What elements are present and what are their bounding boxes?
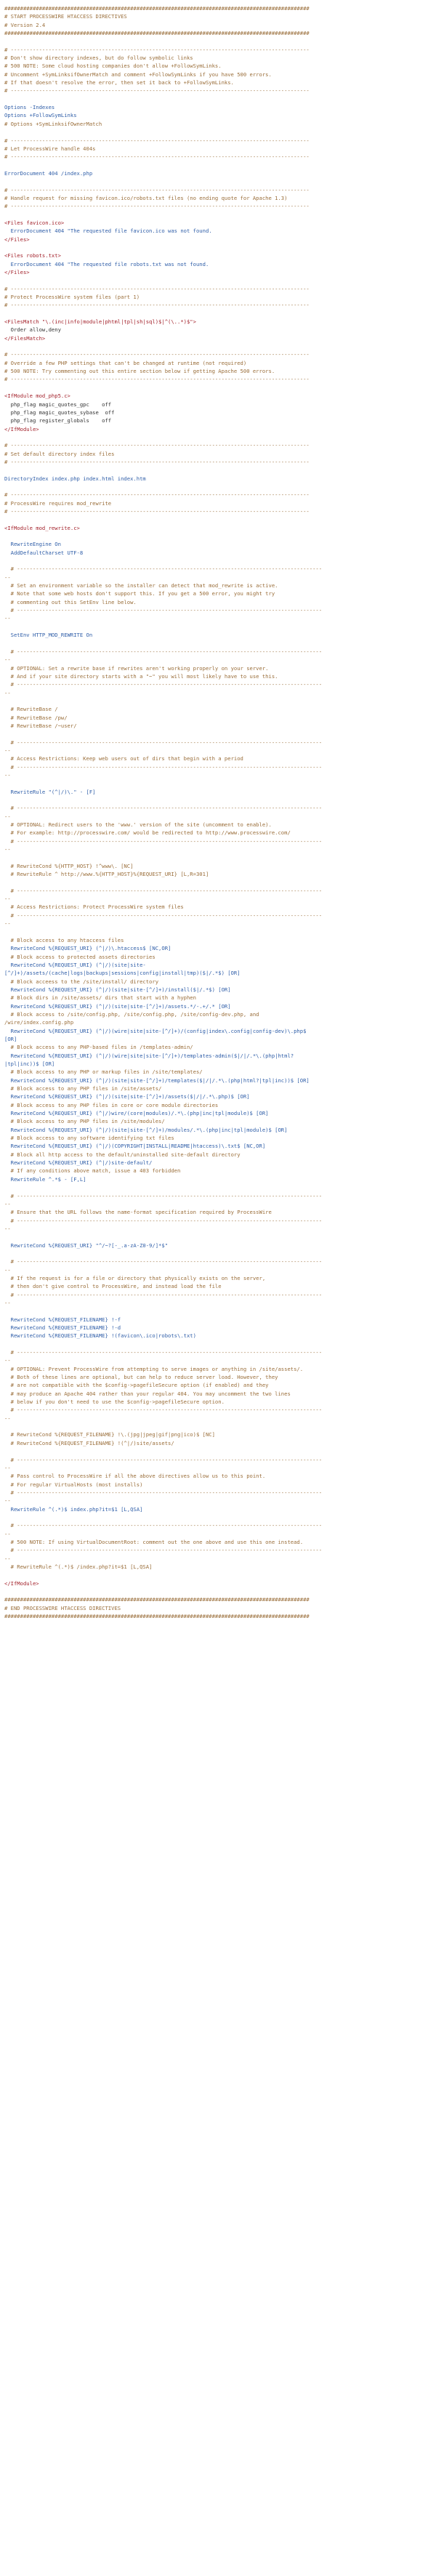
comment-line: # RewriteCond %{REQUEST_FILENAME} !(^|/)site/assets/ xyxy=(4,1439,174,1446)
comment-line: -- xyxy=(4,1357,11,1364)
comment-line: # Options +SymLinksifOwnerMatch xyxy=(4,120,102,127)
comment-line: # Version 2.4 xyxy=(4,21,46,28)
comment-line: # RewriteBase / xyxy=(4,706,58,713)
comment-line: # ----------------------------------------------------------------------------------------------- xyxy=(4,46,310,53)
comment-line: # Block dirs in /site/assets/ dirs that start with a hyphen xyxy=(4,994,196,1002)
comment-line: /wire/index.config.php xyxy=(4,1019,74,1026)
comment-line: # If the request is for a file or directory that physically exists on the server, xyxy=(4,1274,266,1281)
blank-line xyxy=(4,342,430,350)
comment-line: # ----------------------------------------------------------------------------------------------- xyxy=(4,153,310,161)
blank-line xyxy=(4,1340,430,1348)
comment-line: # Block access to any software identifying txt files xyxy=(4,1135,174,1142)
comment-line: -- xyxy=(4,1299,11,1306)
comment-line: # ----------------------------------------------------------------------------------------------- xyxy=(4,137,310,144)
comment-line: # Block access to any PHP or markup files in /site/templates/ xyxy=(4,1068,203,1076)
directive-line: RewriteCond %{REQUEST_FILENAME} !-f xyxy=(4,1316,121,1323)
directive-line: RewriteCond %{REQUEST_URI} (^|/)(site|site-[^/]+)/assets($|/|/.*\.php)$ [OR] xyxy=(4,1093,250,1100)
directive-line: SetEnv HTTP_MOD_REWRITE On xyxy=(4,632,93,639)
blank-line xyxy=(4,623,430,631)
block-tag-line: <IfModule mod_php5.c> xyxy=(4,393,70,400)
comment-line: # ----------------------------------------------------------------------------------------------- xyxy=(4,186,310,193)
comment-line: # Block access to any PHP-based files in /templates-admin/ xyxy=(4,1044,193,1051)
blank-line xyxy=(4,1307,430,1315)
comment-line: -- xyxy=(4,615,11,622)
comment-line: -- xyxy=(4,846,11,853)
block-tag-line: </Files> xyxy=(4,236,30,243)
comment-line: -- xyxy=(4,1225,11,1232)
comment-line: -- xyxy=(4,1530,11,1537)
setting-line: Order allow,deny xyxy=(4,326,61,334)
directive-line: RewriteCond %{REQUEST_URI} (^|/)\.htaccess$ [NC,OR] xyxy=(4,945,171,952)
comment-line: # Let ProcessWire handle 404s xyxy=(4,145,96,152)
comment-line: # Handle request for missing favicon.ico/robots.txt files (no ending quote for Apache 1.3) xyxy=(4,194,288,201)
comment-line: # OPTIONAL: Prevent ProcessWire from attempting to serve images or anything in /site/assets/. xyxy=(4,1365,304,1372)
comment-line: # And if your site directory starts with a "~" you will most likely have to use this. xyxy=(4,672,278,680)
comment-line: # ------------------------------------------------------------------------------------------------- xyxy=(4,738,323,746)
comment-line: # Block access to any PHP files in /site/assets/ xyxy=(4,1085,162,1092)
comment-line: # RewriteCond %{HTTP_HOST} !^www\. [NC] xyxy=(4,862,134,869)
comment-line: # RewriteCond %{REQUEST_FILENAME} !\.(jpg|jpeg|gif|png|ico)$ [NC] xyxy=(4,1431,215,1438)
comment-line: # ProcessWire requires mod_rewrite xyxy=(4,499,112,507)
comment-line: # 500 NOTE: Try commenting out this entire section below if getting Apache 500 errors. xyxy=(4,368,275,375)
blank-line xyxy=(4,1587,430,1595)
directive-line: RewriteCond %{REQUEST_URI} (^|/)(wire|site|site-[^/]+)/templates-admin($|/|/.*\.(php|html? xyxy=(4,1052,294,1059)
comment-line: # ----------------------------------------------------------------------------------------------- xyxy=(4,507,310,515)
comment-line: -- xyxy=(4,746,11,754)
comment-line: # ----------------------------------------------------------------------------------------------- xyxy=(4,203,310,210)
directive-line: AddDefaultCharset UTF-8 xyxy=(4,549,84,556)
comment-line: # ------------------------------------------------------------------------------------------------- xyxy=(4,1192,323,1199)
comment-line: # ------------------------------------------------------------------------------------------------- xyxy=(4,1349,323,1356)
directive-line: RewriteCond %{REQUEST_URI} (^|/)(site|site-[^/]+)/templates($|/|/.*\.(php|html?|tpl|inc))$ [OR] xyxy=(4,1076,310,1084)
block-tag-line: <Files robots.txt> xyxy=(4,252,61,259)
comment-line: # ------------------------------------------------------------------------------------------------- xyxy=(4,837,323,845)
directive-line: RewriteEngine On xyxy=(4,541,61,548)
directive-line: RewriteRule ^(.*)$ index.php?it=$1 [L,QSA] xyxy=(4,1505,143,1513)
comment-line: # ----------------------------------------------------------------------------------------------- xyxy=(4,302,310,309)
directive-line: Options -Indexes xyxy=(4,104,55,111)
directive-line: RewriteRule ^.*$ - [F,L] xyxy=(4,1175,86,1183)
comment-line: # Set default directory index files xyxy=(4,450,115,457)
blank-line xyxy=(4,161,430,169)
blank-line xyxy=(4,384,430,392)
comment-line: # RewriteRule ^ http://www.%{HTTP_HOST}%{REQUEST_URI} [L,R=301] xyxy=(4,871,209,878)
comment-line: # END PROCESSWIRE HTACCESS DIRECTIVES xyxy=(4,1604,121,1611)
blank-line xyxy=(4,310,430,318)
comment-line: # RewriteBase /~user/ xyxy=(4,722,77,729)
comment-line: # ------------------------------------------------------------------------------------------------- xyxy=(4,565,323,573)
directive-line: RewriteCond %{REQUEST_URI} (^|/)wire/(core|modules)/.*\.(php|inc|tpl|module)$ [OR] xyxy=(4,1110,269,1117)
comment-line: ################################################################################################# xyxy=(4,1596,310,1603)
comment-line: # ------------------------------------------------------------------------------------------------- xyxy=(4,1258,323,1265)
blank-line xyxy=(4,853,430,861)
comment-line: -- xyxy=(4,813,11,820)
comment-line: # Set an environment variable so the installer can detect that mod_rewrite is active. xyxy=(4,582,278,589)
comment-line: # Block acceess to the /site/install/ directory xyxy=(4,978,159,985)
comment-line: # ------------------------------------------------------------------------------------------------- xyxy=(4,1406,323,1414)
comment-line: # For regular VirtualHosts (most installs) xyxy=(4,1481,143,1488)
comment-line: -- xyxy=(4,689,11,696)
comment-line: # may produce an Apache 404 rather than your regular 404. You may uncomment the two lines xyxy=(4,1390,291,1397)
block-tag-line: </IfModule> xyxy=(4,1579,39,1587)
blank-line xyxy=(4,878,430,886)
comment-line: # ----------------------------------------------------------------------------------------------- xyxy=(4,87,310,94)
comment-line: -- xyxy=(4,1464,11,1471)
comment-line: # Ensure that the URL follows the name-format specification required by ProcessWire xyxy=(4,1209,272,1216)
comment-line: # ------------------------------------------------------------------------------------------------- xyxy=(4,1456,323,1463)
directive-line: ErrorDocument 404 "The requested file robots.txt was not found. xyxy=(4,260,209,267)
blank-line xyxy=(4,1422,430,1430)
blank-line xyxy=(4,466,430,474)
blank-line xyxy=(4,37,430,45)
comment-line: # ------------------------------------------------------------------------------------------------- xyxy=(4,1522,323,1529)
block-tag-line: <IfModule mod_rewrite.c> xyxy=(4,524,80,531)
comment-line: -- xyxy=(4,1497,11,1505)
comment-line: ################################################################################################# xyxy=(4,5,310,12)
comment-line: # ------------------------------------------------------------------------------------------------- xyxy=(4,607,323,614)
comment-line: # Access Restrictions: Keep web users out of dirs that begin with a period xyxy=(4,755,243,762)
blank-line xyxy=(4,557,430,565)
comment-line: # OPTIONAL: Redirect users to the 'www.' version of the site (uncomment to enable). xyxy=(4,821,272,829)
directive-line: RewriteCond %{REQUEST_FILENAME} !(favicon\.ico|robots\.txt) xyxy=(4,1332,196,1340)
comment-line: # Block all http access to the default/uninstalled site-default directory xyxy=(4,1151,241,1158)
blank-line xyxy=(4,1571,430,1579)
blank-line xyxy=(4,515,430,523)
comment-line: # Protect ProcessWire system files (part 1) xyxy=(4,294,140,301)
setting-line: php_flag magic_quotes_gpc off xyxy=(4,401,112,408)
comment-line: # Access Restrictions: Protect ProcessWire system files xyxy=(4,903,184,911)
comment-line: # Block access to any PHP files in core or core module directories xyxy=(4,1101,219,1108)
directive-line: RewriteCond %{REQUEST_URI} "^/~?[-_.a-zA-Z0-9/]*$" xyxy=(4,1241,169,1249)
blank-line xyxy=(4,730,430,738)
comment-line: # Uncomment +SymLinksifOwnerMatch and comment +FollowSymLinks if you have 500 errors. xyxy=(4,71,272,78)
blank-line xyxy=(4,483,430,491)
comment-line: # Note that some web hosts don't support this. If you get a 500 error, you might try xyxy=(4,590,275,597)
blank-line xyxy=(4,243,430,251)
blank-line xyxy=(4,177,430,185)
directive-line: [OR] xyxy=(4,1035,17,1042)
block-tag-line: </Files> xyxy=(4,269,30,275)
comment-line: # For example: http://processwire.com/ would be redirected to http://www.processwire.com/ xyxy=(4,829,291,837)
directive-line: DirectoryIndex index.php index.html index.htm xyxy=(4,475,146,482)
comment-line: # Block access to /site/config.php, /site/config.php, /site/config-dev.php, and xyxy=(4,1010,259,1018)
block-tag-line: </FilesMatch> xyxy=(4,334,46,342)
comment-line: # commenting out this SetEnv line below. xyxy=(4,598,137,605)
directive-line: |tpl|inc))$ [OR] xyxy=(4,1060,55,1067)
blank-line xyxy=(4,1233,430,1241)
blank-line xyxy=(4,532,430,540)
directive-line: RewriteCond %{REQUEST_URI} (^|/)(wire|site|site-[^/]+)/(config|index\.config|config-dev)\.php$ xyxy=(4,1027,307,1034)
directive-line: RewriteCond %{REQUEST_URI} (^|/)(site|site-[^/]+)/assets.*/-.+/.* [OR] xyxy=(4,1002,231,1010)
blank-line xyxy=(4,928,430,936)
blank-line xyxy=(4,639,430,647)
comment-line: -- xyxy=(4,1266,11,1273)
comment-line: # ----------------------------------------------------------------------------------------------- xyxy=(4,442,310,449)
comment-line: # ------------------------------------------------------------------------------------------------- xyxy=(4,1291,323,1298)
comment-line: -- xyxy=(4,1200,11,1207)
comment-line: # If that doesn't resolve the error, then set it back to +FollowSymLinks. xyxy=(4,79,234,86)
comment-line: # ------------------------------------------------------------------------------------------------- xyxy=(4,1489,323,1496)
comment-line: # ------------------------------------------------------------------------------------------------- xyxy=(4,1217,323,1224)
blank-line xyxy=(4,796,430,804)
blank-line xyxy=(4,1183,430,1191)
directive-line: Options +FollowSymLinks xyxy=(4,112,77,119)
comment-line: # Block access to any htaccess files xyxy=(4,936,124,943)
block-tag-line: <FilesMatch "\.(inc|info|module|phtml|tpl|sh|sql)$|^(\..*)$"> xyxy=(4,318,196,326)
comment-line: # ------------------------------------------------------------------------------------------------- xyxy=(4,648,323,655)
comment-line: # are not compatible with the $config->pagefileSecure option (if enabled) and they xyxy=(4,1382,269,1389)
comment-line: # RewriteBase /pw/ xyxy=(4,714,68,721)
comment-line: # START PROCESSWIRE HTACCESS DIRECTIVES xyxy=(4,13,127,20)
comment-line: # OPTIONAL: Set a rewrite base if rewrites aren't working properly on your server. xyxy=(4,664,269,672)
comment-line: -- xyxy=(4,1555,11,1562)
directive-line: RewriteCond %{REQUEST_URI} (^|/)(site|site-[^/]+)/install($|/.*$) [OR] xyxy=(4,986,231,993)
comment-line: # Don't show directory indexes, but do follow symbolic links xyxy=(4,55,193,62)
comment-line: ################################################################################################# xyxy=(4,1613,310,1620)
comment-line: ################################################################################################# xyxy=(4,30,310,37)
comment-line: # 500 NOTE: If using VirtualDocumentRoot: comment out the one above and use this one instead. xyxy=(4,1538,304,1545)
comment-line: # RewriteRule ^(.*)$ /index.php?it=$1 [L,QSA] xyxy=(4,1563,153,1570)
comment-line: -- xyxy=(4,656,11,664)
directive-line: ErrorDocument 404 "The requested file favicon.ico was not found. xyxy=(4,228,212,235)
comment-line: # Pass control to ProcessWire if all the above directives allow us to this point. xyxy=(4,1473,266,1480)
comment-line: -- xyxy=(4,573,11,581)
blank-line xyxy=(4,1249,430,1257)
directive-line: ErrorDocument 404 /index.php xyxy=(4,169,93,177)
blank-line xyxy=(4,779,430,787)
comment-line: # ----------------------------------------------------------------------------------------------- xyxy=(4,285,310,292)
blank-line xyxy=(4,1447,430,1455)
comment-line: # ----------------------------------------------------------------------------------------------- xyxy=(4,351,310,358)
comment-line: # ------------------------------------------------------------------------------------------------- xyxy=(4,681,323,688)
block-tag-line: </IfModule> xyxy=(4,425,39,432)
comment-line: -- xyxy=(4,771,11,778)
blank-line xyxy=(4,1513,430,1521)
comment-line: # Override a few PHP settings that can't be changed at runtime (not required) xyxy=(4,359,247,366)
comment-line: # ------------------------------------------------------------------------------------------------- xyxy=(4,763,323,770)
comment-line: # ------------------------------------------------------------------------------------------------- xyxy=(4,887,323,894)
comment-line: -- xyxy=(4,895,11,903)
comment-line: # ----------------------------------------------------------------------------------------------- xyxy=(4,491,310,499)
comment-line: # ------------------------------------------------------------------------------------------------- xyxy=(4,805,323,812)
blank-line xyxy=(4,95,430,103)
blank-line xyxy=(4,433,430,441)
blank-line xyxy=(4,697,430,705)
comment-line: # If any conditions above match, issue a 403 forbidden xyxy=(4,1167,181,1175)
comment-line: # then don't give control to ProcessWire, and instead load the file xyxy=(4,1283,222,1290)
comment-line: # below if you don't need to use the $config->pagefileSecure option. xyxy=(4,1398,225,1406)
comment-line: # ------------------------------------------------------------------------------------------------- xyxy=(4,911,323,919)
comment-line: # Block access to protected assets directories xyxy=(4,953,156,960)
directive-line: RewriteCond %{REQUEST_URI} (^|/)(site|site- xyxy=(4,961,146,968)
blank-line xyxy=(4,211,430,219)
blank-line xyxy=(4,128,430,136)
comment-line: -- xyxy=(4,920,11,927)
setting-line: php_flag register_globals off xyxy=(4,417,112,424)
blank-line xyxy=(4,276,430,284)
block-tag-line: <Files favicon.ico> xyxy=(4,219,65,226)
directive-line: RewriteRule "(^|/)\." - [F] xyxy=(4,788,96,795)
directive-line: RewriteCond %{REQUEST_URI} (^|/)(site|site-[^/]+)/modules/.*\.(php|inc|tpl|module)$ [OR] xyxy=(4,1126,288,1133)
comment-line: # 500 NOTE: Some cloud hosting companies don't allow +FollowSymLinks. xyxy=(4,63,222,70)
comment-line: -- xyxy=(4,1414,11,1422)
comment-line: # ----------------------------------------------------------------------------------------------- xyxy=(4,376,310,383)
directive-line: RewriteCond %{REQUEST_URI} (^|/)site-default/ xyxy=(4,1159,153,1167)
comment-line: # Both of these lines are optional, but can help to reduce server load. However, they xyxy=(4,1374,278,1381)
directive-line: RewriteCond %{REQUEST_FILENAME} !-d xyxy=(4,1324,121,1331)
comment-line: # Block access to any PHP files in /site/modules/ xyxy=(4,1118,165,1125)
directive-line: [^/]+)/assets/(cache|logs|backups|sessions|config|install|tmp)($|/.*$) [OR] xyxy=(4,970,241,977)
comment-line: # ----------------------------------------------------------------------------------------------- xyxy=(4,458,310,465)
directive-line: RewriteCond %{REQUEST_URI} (^|/)(COPYRIGHT|INSTALL|README|htaccess)\.txt$ [NC,OR] xyxy=(4,1143,266,1150)
comment-line: # ------------------------------------------------------------------------------------------------- xyxy=(4,1547,323,1554)
setting-line: php_flag magic_quotes_sybase off xyxy=(4,408,115,416)
